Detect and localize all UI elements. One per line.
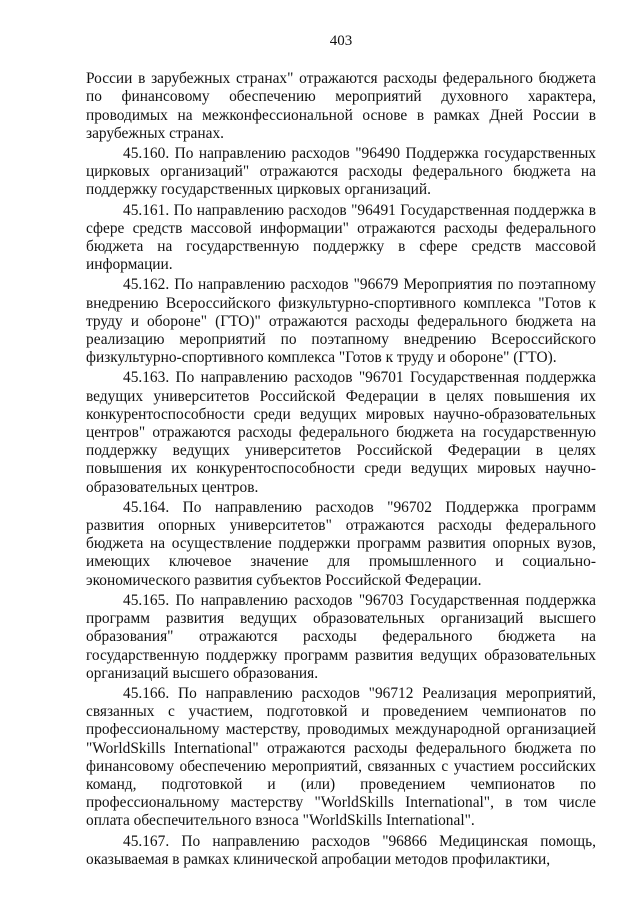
paragraph-45-167: 45.167. По направлению расходов "96866 Медицинская помощь, оказываемая в рамках клинической апробации методов профилактики,: [86, 832, 596, 868]
paragraph-45-163: 45.163. По направлению расходов "96701 Государственная поддержка ведущих университетов Российской Федерации в целях повышения их конкурентоспособности среди ведущих мировых научно-образовательных центров" отражаются расходы федерального бюджета на государственную поддержку ведущих университетов Российской Федерации в целях повышения их конкурентоспособности среди ведущих мировых научно-образовательных центров.: [86, 369, 596, 496]
paragraph-45-164: 45.164. По направлению расходов "96702 Поддержка программ развития опорных университетов" отражаются расходы федерального бюджета на осуществление поддержки программ развития опорных вузов, имеющих ключевое значение для промышленного и социально-экономического развития субъектов Российской Федерации.: [86, 498, 596, 589]
paragraph-45-162: 45.162. По направлению расходов "96679 Мероприятия по поэтапному внедрению Всероссийского физкультурно-спортивного комплекса "Готов к труду и обороне" (ГТО)" отражаются расходы федерального бюджета на реализацию мероприятий по поэтапному внедрению Всероссийского физкультурно-спортивного комплекса "Готов к труду и обороне" (ГТО).: [86, 276, 596, 367]
paragraph-45-161: 45.161. По направлению расходов "96491 Государственная поддержка в сфере средств массовой информации" отражаются расходы федерального бюджета на государственную поддержку в сфере средств массовой информации.: [86, 201, 596, 274]
paragraph-45-165: 45.165. По направлению расходов "96703 Государственная поддержка программ развития ведущих образовательных организаций высшего образования" отражаются расходы федерального бюджета на государственную поддержку программ развития ведущих образовательных организаций высшего образования.: [86, 591, 596, 682]
page-number: 403: [329, 33, 353, 49]
document-page: [86, 32, 596, 869]
paragraph-continuation: России в зарубежных странах" отражаются расходы федерального бюджета по финансовому обеспечению мероприятий духовного характера, проводимых на межконфессиональной основе в рамках Дней России в зарубежных странах.: [86, 70, 596, 142]
paragraph-45-160: 45.160. По направлению расходов "96490 Поддержка государственных цирковых организаций" отражаются расходы федерального бюджета на поддержку государственных цирковых организаций.: [86, 145, 596, 199]
paragraph-45-166: 45.166. По направлению расходов "96712 Реализация мероприятий, связанных с участием, подготовкой и проведением чемпионатов по профессиональному мастерству, проводимых международной организацией "WorldSkills International" отражаются расходы федерального бюджета по финансовому обеспечению мероприятий, связанных с участием российских команд, подготовкой и (или) проведением чемпионатов по профессиональному мастерству "WorldSkills International", в том числе оплата обеспечительного взноса "WorldSkills International".: [86, 684, 596, 830]
